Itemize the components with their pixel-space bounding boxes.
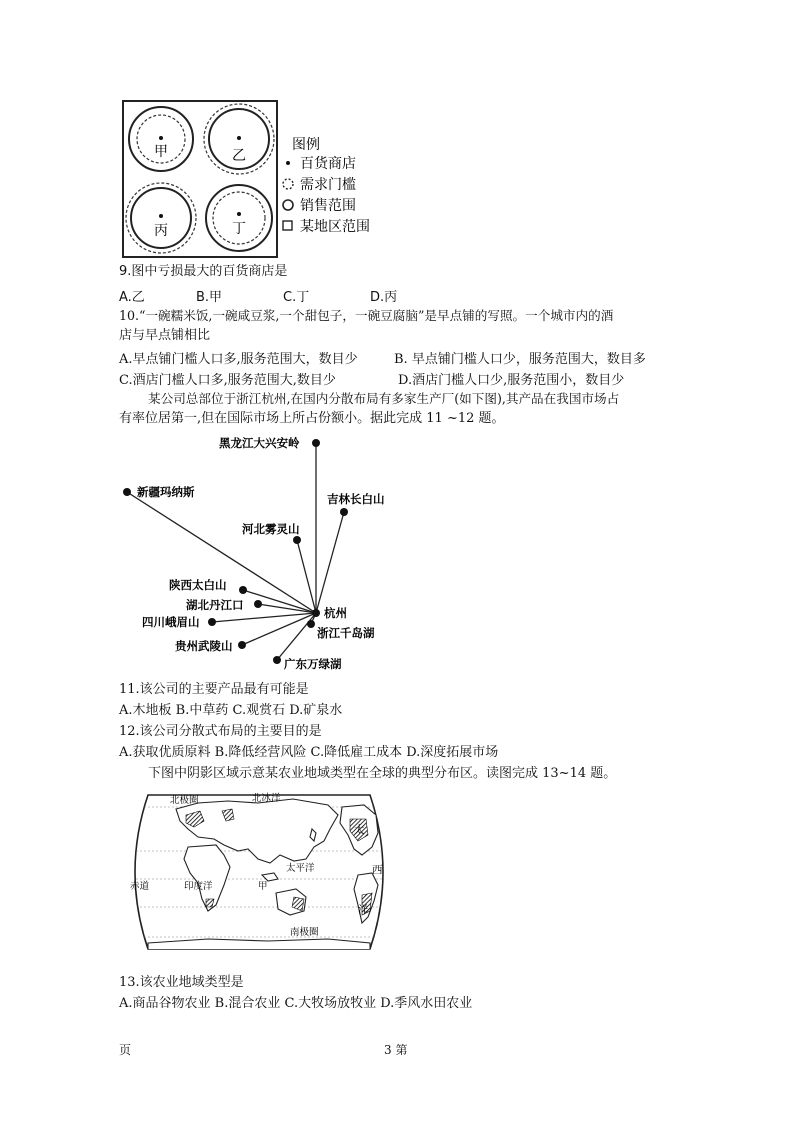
continent-antarctica — [148, 939, 370, 955]
passage1-line2: 有率位居第一,但在国际市场上所占份额小。据此完成 11 ~12 题。 — [119, 411, 505, 426]
site-label-jilin: 吉林长白山 — [327, 492, 385, 506]
route-jilin — [316, 512, 344, 613]
q9-option-a: A.乙 — [119, 290, 145, 305]
store-dot-yi — [237, 136, 241, 140]
q10-option-c: C.酒店门槛人口多,服务范围大,数目少 — [119, 373, 336, 388]
label-arctic-circle: 北极圈 — [170, 795, 199, 806]
label-antarctic-circle: 南极圈 — [290, 927, 319, 938]
hub-label-hangzhou: 杭州 — [324, 606, 347, 620]
footer-page-left: 页 — [119, 1043, 132, 1057]
hub-dot-hangzhou — [312, 609, 320, 617]
legend-store-label: 百货商店 — [300, 156, 356, 172]
legend-sales-icon — [283, 200, 293, 210]
store-dot-bing — [159, 214, 163, 218]
site-dot-hubei — [254, 600, 262, 608]
label-atlantic-yang: 洋 — [358, 904, 369, 916]
label-atlantic-xi: 西 — [372, 864, 383, 876]
site-dot-heilongjiang — [312, 439, 320, 447]
site-label-zhejiang: 浙江千岛湖 — [317, 626, 375, 640]
q12-stem: 12.该公司分散式布局的主要目的是 — [119, 724, 322, 739]
site-label-xinjiang: 新疆玛纳斯 — [137, 485, 195, 499]
world-agriculture-map — [128, 789, 390, 955]
store-dot-jia — [159, 136, 163, 140]
site-label-guizhou: 贵州武陵山 — [175, 639, 233, 653]
site-dot-sichuan — [208, 618, 216, 626]
label-jia: 甲 — [258, 881, 268, 892]
legend-store-icon — [286, 161, 290, 165]
q9-option-d: D.丙 — [370, 290, 398, 305]
site-dot-jilin — [340, 508, 348, 516]
legend-threshold-icon — [283, 179, 293, 189]
site-label-hebei: 河北雾灵山 — [242, 522, 300, 536]
q13-options: A.商品谷物农业 B.混合农业 C.大牧场放牧业 D.季风水田农业 — [119, 996, 473, 1011]
label-equator: 赤道 — [130, 881, 150, 892]
site-dot-hebei — [293, 536, 301, 544]
q11-options: A.木地板 B.中草药 C.观赏石 D.矿泉水 — [119, 703, 343, 718]
site-label-hubei: 湖北丹江口 — [186, 598, 244, 612]
q11-stem: 11.该公司的主要产品最有可能是 — [119, 682, 309, 697]
route-guangdong — [277, 613, 316, 660]
q10-option-d: D.酒店门槛人口少,服务范围小，数目少 — [398, 373, 625, 388]
site-label-guangdong: 广东万绿湖 — [284, 657, 342, 671]
label-arctic-ocean: 北冰洋 — [252, 793, 281, 804]
factory-distribution-figure — [115, 432, 400, 672]
route-hubei — [258, 604, 316, 613]
q10-option-a: A.早点铺门槛人口多,服务范围大，数目少 — [119, 352, 358, 367]
store-label-bing: 丙 — [154, 223, 168, 239]
q12-options: A.获取优质原料 B.降低经营风险 C.降低雇工成本 D.深度拓展市场 — [119, 745, 499, 760]
passage1-line1: 某公司总部位于浙江杭州,在国内分散布局有多家生产厂(如下图),其产品在我国市场占 — [148, 391, 620, 406]
q10-stem-line2: 店与早点铺相比 — [119, 328, 211, 343]
sales-range-ding — [206, 185, 272, 251]
site-dot-zhejiang — [307, 620, 315, 628]
route-xinjiang — [127, 492, 316, 613]
label-pacific-tai: 太 — [354, 824, 365, 836]
site-label-shaanxi: 陕西太白山 — [169, 578, 227, 592]
site-dot-xinjiang — [123, 488, 131, 496]
label-pacific-ocean: 太平洋 — [286, 863, 315, 874]
legend-region-label: 某地区范围 — [300, 219, 370, 235]
store-label-ding: 丁 — [232, 221, 246, 237]
site-label-heilongjiang: 黑龙江大兴安岭 — [219, 436, 300, 450]
footer-page-number: 3 第 — [384, 1043, 408, 1057]
legend-title: 图例 — [292, 137, 320, 153]
q9-stem: 9.图中亏损最大的百货商店是 — [119, 264, 288, 279]
label-indian-ocean: 印度洋 — [184, 881, 213, 892]
store-dot-ding — [237, 212, 241, 216]
site-dot-guizhou — [238, 641, 246, 649]
legend-threshold-label: 需求门槛 — [300, 177, 356, 193]
store-range-figure — [120, 98, 390, 260]
q10-option-b: B. 早点铺门槛人口少，服务范围大，数目多 — [394, 352, 646, 367]
store-label-jia: 甲 — [154, 144, 168, 160]
q13-stem: 13.该农业地域类型是 — [119, 975, 244, 990]
legend-sales-label: 销售范围 — [300, 198, 356, 214]
site-dot-shaanxi — [239, 586, 247, 594]
site-dot-guangdong — [273, 656, 281, 664]
store-label-yi: 乙 — [232, 148, 246, 164]
q9-option-b: B.甲 — [196, 290, 223, 305]
q10-stem-line1: 10.“一碗糯米饭,一碗咸豆浆,一个甜包子，一碗豆腐脑”是早点铺的写照。一个城市内的酒 — [119, 308, 614, 323]
region-boundary — [123, 101, 277, 257]
route-shaanxi — [243, 590, 316, 613]
legend-region-icon — [283, 221, 292, 230]
q9-option-c: C.丁 — [283, 290, 310, 305]
route-sichuan — [212, 613, 316, 622]
site-label-sichuan: 四川峨眉山 — [142, 615, 200, 629]
passage2-line1: 下图中阴影区域示意某农业地域类型在全球的典型分布区。读图完成 13~14 题。 — [148, 766, 617, 781]
